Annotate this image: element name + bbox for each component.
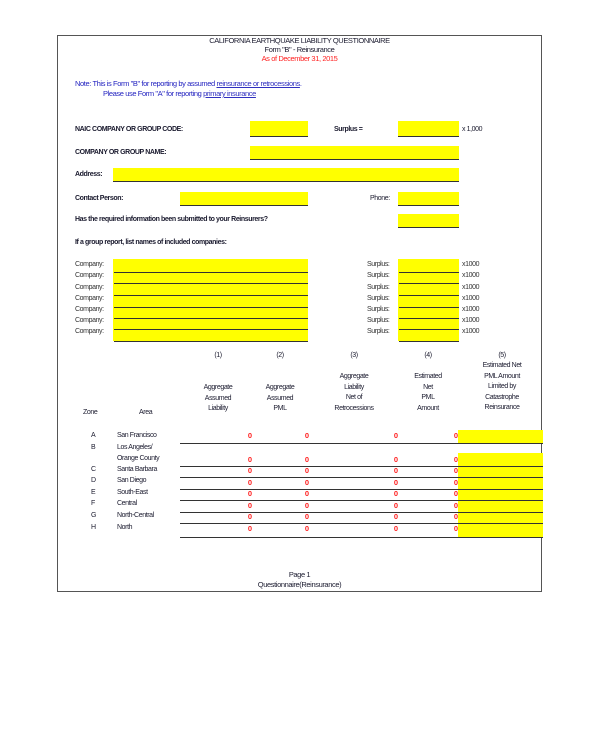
note-line-1 (75, 79, 302, 88)
company-label: Company: (75, 261, 104, 268)
company-field-5[interactable] (114, 318, 308, 319)
phone-label: Phone: (370, 195, 390, 202)
phone-field[interactable] (398, 192, 459, 206)
col4-header-line: PML (421, 394, 435, 401)
col1-header (190, 383, 246, 415)
col3-header-line: Retrocessions (334, 404, 374, 412)
col4-cell: 0 (453, 431, 458, 440)
company-label: Company: (75, 328, 104, 335)
contact-label: Contact Person: (75, 195, 124, 202)
col4-header-line: Net (423, 383, 433, 391)
col2-cell: 0 (304, 478, 309, 487)
col1-cell: 0 (247, 524, 252, 533)
col3-cell: 0 (393, 501, 398, 510)
col2-cell: 0 (304, 489, 309, 498)
col3-cell: 0 (393, 524, 398, 533)
col4-cell: 0 (453, 466, 458, 475)
company-surplus-field-5[interactable] (399, 318, 459, 319)
row-divider (180, 466, 543, 467)
col2-cell: 0 (304, 455, 309, 464)
surplus-label: Surplus = (334, 126, 363, 133)
row-a-col5-field[interactable] (458, 430, 543, 443)
col3-header-line: Net of (345, 394, 363, 401)
primary-insurance-link[interactable]: primary insurance (203, 89, 256, 98)
surplus-unit: x1000 (462, 272, 480, 279)
col3-cell: 0 (393, 478, 398, 487)
col5-header-line: Limited by (488, 383, 516, 390)
col5-header-line: PML Amount (484, 372, 520, 380)
company-label: Company: (75, 272, 104, 279)
zone-cell: A (91, 432, 96, 439)
company-label: Company: (75, 284, 104, 291)
surplus-unit: x1000 (462, 284, 480, 291)
area-cell: South-East (117, 489, 148, 496)
company-surplus-label: Surplus: (367, 306, 390, 313)
zone-header: Zone (83, 409, 98, 416)
page-number: Page 1 (288, 570, 311, 579)
naic-code-field[interactable] (250, 121, 308, 137)
group-report-label: If a group report, list names of included companies: (75, 239, 227, 246)
row-divider (180, 489, 543, 490)
col5-header-line: Reinsurance (484, 404, 520, 411)
col3-header-line: Aggregate (339, 373, 369, 380)
area-cell: North-Central (117, 512, 154, 519)
col4-cell: 0 (453, 512, 458, 521)
company-field-6[interactable] (114, 329, 308, 330)
company-surplus-label: Surplus: (367, 261, 390, 268)
form-title: CALIFORNIA EARTHQUAKE LIABILITY QUESTIONNAIRE (209, 36, 390, 45)
company-name-label: COMPANY OR GROUP NAME: (75, 149, 167, 156)
area-cell: San Diego (117, 477, 147, 484)
col1-header-line: Liability (208, 405, 228, 412)
company-surplus-label: Surplus: (367, 284, 390, 291)
row-divider (180, 477, 543, 478)
area-cell: San Francisco (117, 432, 157, 439)
note-period: . (299, 79, 302, 88)
col3-cell: 0 (393, 489, 398, 498)
col3-header (322, 372, 386, 414)
company-surplus-field-2[interactable] (399, 283, 459, 284)
surplus-unit: x1000 (462, 295, 480, 302)
col2-number: (2) (276, 352, 284, 359)
company-label: Company: (75, 295, 104, 302)
area-cell: Santa Barbara (117, 466, 157, 473)
as-of-date: As of December 31, 2015 (261, 54, 338, 63)
col3-header-line: Liability (344, 383, 364, 391)
note-line-2 (103, 89, 256, 98)
row-divider (180, 537, 543, 538)
contact-person-field[interactable] (180, 192, 308, 206)
zone-cell: F (91, 500, 95, 507)
company-surplus-field-7[interactable] (399, 341, 459, 342)
col2-header-line: PML (273, 405, 287, 412)
company-name-field[interactable] (250, 146, 459, 160)
row-divider (180, 500, 543, 501)
col1-cell: 0 (247, 489, 252, 498)
zone-cell: B (91, 444, 96, 451)
col2-header (252, 383, 308, 415)
form-subtitle: Form "B" - Reinsurance (264, 45, 335, 54)
col3-number: (3) (350, 352, 358, 359)
col2-cell: 0 (304, 501, 309, 510)
col3-cell: 0 (393, 466, 398, 475)
company-surplus-label: Surplus: (367, 317, 390, 324)
col1-cell: 0 (247, 512, 252, 521)
address-field[interactable] (113, 168, 459, 182)
zone-cell: E (91, 489, 96, 496)
company-surplus-field-6[interactable] (399, 329, 459, 330)
col5-header-line: Estimated Net (482, 362, 522, 369)
company-field-2[interactable] (114, 283, 308, 284)
col4-cell: 0 (453, 524, 458, 533)
area-cell: Los Angeles/ (117, 444, 153, 451)
company-field-3[interactable] (114, 295, 308, 296)
zone-cell: G (91, 512, 97, 519)
col4-header (400, 372, 456, 414)
row-divider (180, 443, 543, 444)
address-label: Address: (75, 171, 103, 178)
col1-number: (1) (214, 352, 222, 359)
col1-cell: 0 (247, 455, 252, 464)
col1-cell: 0 (247, 466, 252, 475)
company-field-1[interactable] (114, 272, 308, 273)
col4-cell: 0 (453, 455, 458, 464)
row-divider (180, 523, 543, 524)
company-surplus-label: Surplus: (367, 272, 390, 279)
col2-cell: 0 (304, 512, 309, 521)
reinsurers-question: Has the required information been submitted to your Reinsurers? (75, 216, 268, 223)
company-label: Company: (75, 317, 104, 324)
surplus-field[interactable] (398, 121, 459, 137)
col3-cell: 0 (393, 512, 398, 521)
col3-cell: 0 (393, 455, 398, 464)
area-header: Area (139, 409, 153, 416)
col2-header-line: Assumed (266, 394, 294, 402)
col5-header-line: Catastrophe (485, 393, 519, 401)
surplus-unit: x 1,000 (462, 126, 483, 133)
col1-header-line: Assumed (204, 394, 232, 402)
col4-cell: 0 (453, 489, 458, 498)
area-cell-line-2: Orange County (117, 455, 160, 462)
note-text: Note: This is Form "B" for reporting by assumed (75, 79, 217, 88)
company-label: Company: (75, 306, 104, 313)
row-divider (180, 512, 543, 513)
col2-cell: 0 (304, 524, 309, 533)
surplus-unit: x1000 (462, 328, 480, 335)
zone-cell: D (91, 477, 96, 484)
col1-cell: 0 (247, 431, 252, 440)
naic-label: NAIC COMPANY OR GROUP CODE: (75, 126, 183, 133)
company-field-4[interactable] (114, 307, 308, 308)
sheet-name: Questionnaire(Reinsurance) (257, 580, 342, 589)
note-text-2: Please use Form "A" for reporting (103, 89, 204, 98)
reinsurance-link[interactable]: reinsurance or retrocessions (216, 79, 300, 88)
col4-number: (4) (424, 352, 432, 359)
col2-header-line: Aggregate (265, 384, 295, 391)
surplus-unit: x1000 (462, 261, 480, 268)
area-cell: Central (117, 500, 137, 507)
col5-header (468, 361, 536, 414)
col4-cell: 0 (453, 478, 458, 487)
zone-cell: C (91, 466, 96, 473)
company-field-7[interactable] (114, 341, 308, 342)
col5-number: (5) (498, 352, 506, 359)
col1-cell: 0 (247, 478, 252, 487)
col1-header-line: Aggregate (203, 384, 233, 391)
col2-cell: 0 (304, 431, 309, 440)
company-surplus-label: Surplus: (367, 295, 390, 302)
area-cell: North (117, 524, 133, 531)
zone-cell: H (91, 524, 96, 531)
col2-cell: 0 (304, 466, 309, 475)
col3-cell: 0 (393, 431, 398, 440)
company-surplus-label: Surplus: (367, 328, 390, 335)
surplus-unit: x1000 (462, 306, 480, 313)
surplus-unit: x1000 (462, 317, 480, 324)
company-surplus-field-1[interactable] (399, 272, 459, 273)
col4-cell: 0 (453, 501, 458, 510)
reinsurers-answer-field[interactable] (398, 214, 459, 228)
col1-cell: 0 (247, 501, 252, 510)
company-surplus-field-3[interactable] (399, 295, 459, 296)
col4-header-line: Estimated (414, 373, 442, 380)
col4-header-line: Amount (417, 404, 439, 412)
company-surplus-field-4[interactable] (399, 307, 459, 308)
